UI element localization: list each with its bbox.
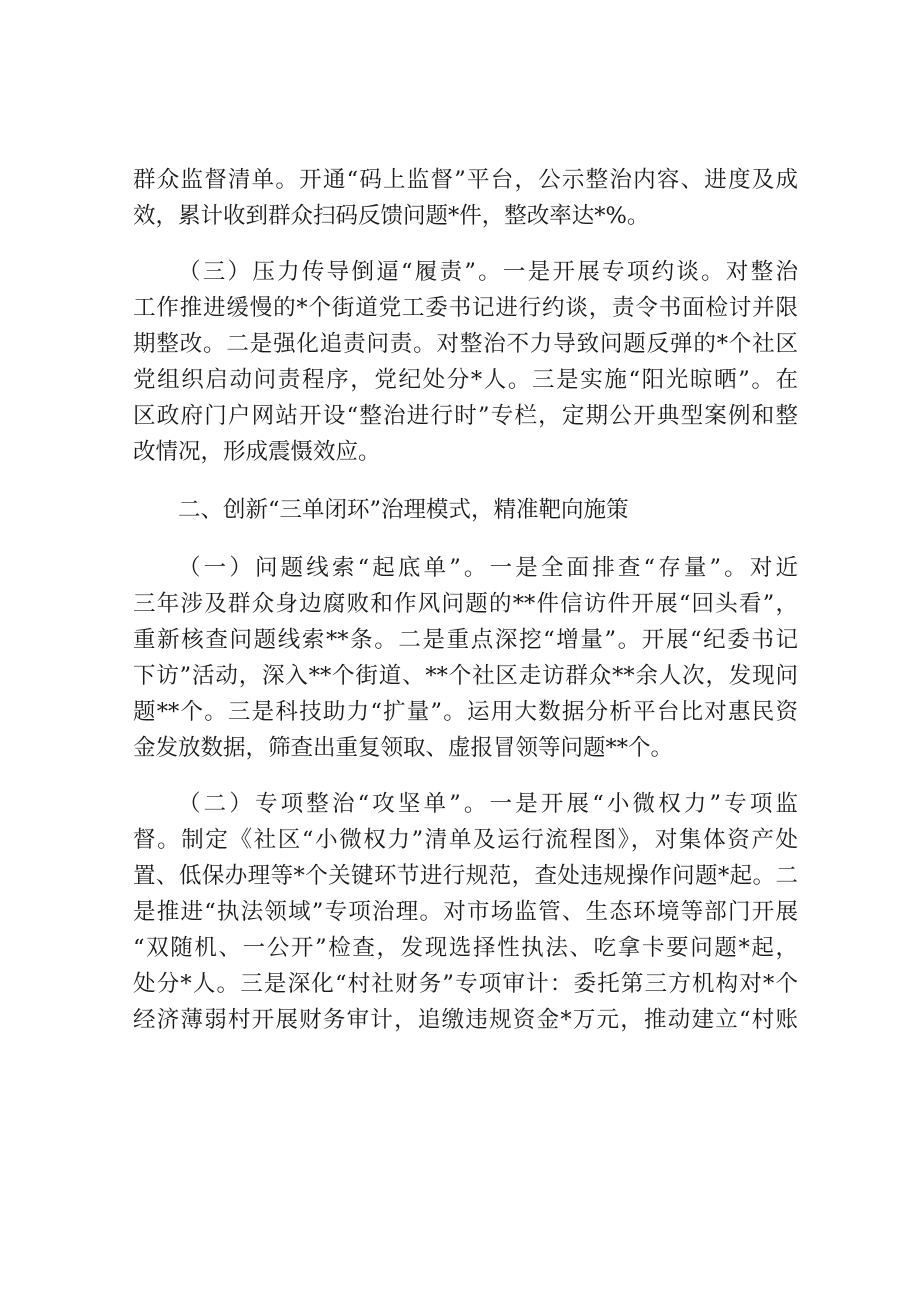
text-line: 督。制定《社区“小微权力”清单及运行流程图》，对集体资产处 <box>133 827 798 853</box>
paragraph-section-2 <box>133 786 798 1038</box>
text-line: 金发放数据，筛查出重复领取、虚报冒领等问题**个。 <box>133 735 674 761</box>
text-line: 区政府门户网站开设“整治进行时”专栏，定期公开典型案例和整 <box>133 403 798 429</box>
text-line: （三）压力传导倒逼“履责”。一是开展专项约谈。对整治 <box>178 259 798 285</box>
text-line: 经济薄弱村开展财务审计，追缴违规资金*万元，推动建立“村账 <box>133 1007 798 1033</box>
paragraph-continuation <box>133 162 798 234</box>
text-line: “双随机、一公开”检查，发现选择性执法、吃拿卡要问题*起， <box>133 935 798 961</box>
text-line: 处分*人。三是深化“村社财务”专项审计：委托第三方机构对*个 <box>133 971 798 997</box>
section-heading <box>133 492 798 528</box>
text-line: 党组织启动问责程序，党纪处分*人。三是实施“阳光晾晒”。在 <box>133 367 798 393</box>
document-body <box>133 162 798 1038</box>
text-line: （二）专项整治“攻坚单”。一是开展“小微权力”专项监 <box>178 791 798 817</box>
text-line: 题**个。三是科技助力“扩量”。运用大数据分析平台比对惠民资 <box>133 699 798 725</box>
text-line: 群众监督清单。开通“码上监督”平台，公示整治内容、进度及成 <box>133 167 798 193</box>
text-line: 下访”活动，深入**个街道、**个社区走访群众**余人次，发现问 <box>133 663 798 689</box>
text-line: 期整改。二是强化追责问责。对整治不力导致问题反弹的*个社区 <box>133 331 798 357</box>
text-line: 改情况，形成震慑效应。 <box>133 439 381 465</box>
text-line: 置、低保办理等*个关键环节进行规范，查处违规操作问题*起。二 <box>133 863 798 889</box>
paragraph-section-1 <box>133 550 798 766</box>
text-line: 三年涉及群众身边腐败和作风问题的**件信访件开展“回头看”， <box>133 591 798 617</box>
text-line: （一）问题线索“起底单”。一是全面排查“存量”。对近 <box>178 555 798 581</box>
text-line: 是推进“执法领域”专项治理。对市场监管、生态环境等部门开展 <box>133 899 798 925</box>
text-line: 重新核查问题线索**条。二是重点深挖“增量”。开展“纪委书记 <box>133 627 798 653</box>
text-line: 效，累计收到群众扫码反馈问题*件，整改率达*%。 <box>133 203 650 229</box>
paragraph-section-3 <box>133 254 798 470</box>
heading-text: 二、创新“三单闭环”治理模式，精准靶向施策 <box>178 497 629 523</box>
text-line: 工作推进缓慢的*个街道党工委书记进行约谈，责令书面检讨并限 <box>133 295 798 321</box>
